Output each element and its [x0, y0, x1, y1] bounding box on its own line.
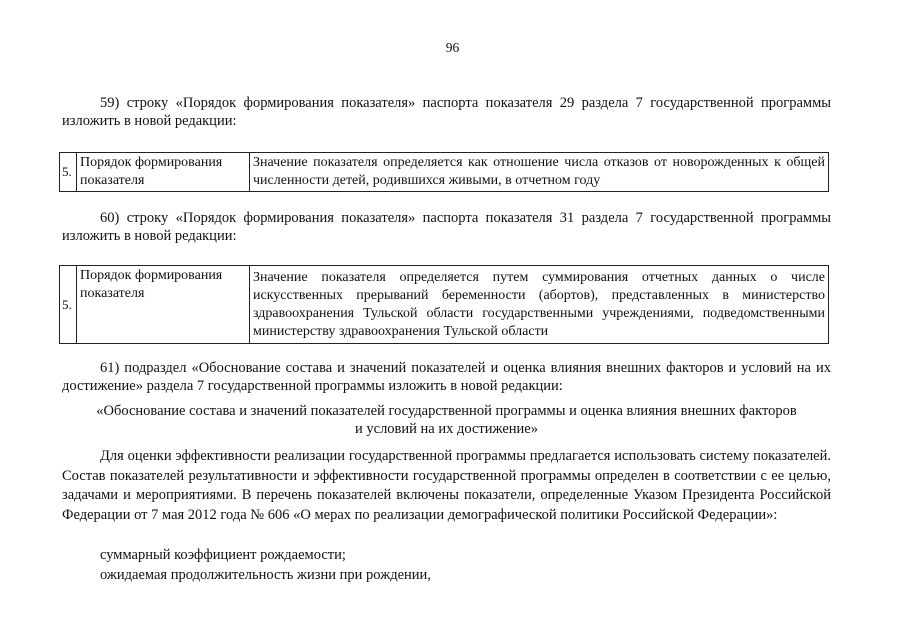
body-paragraph: Для оценки эффективности реализации государственной программы предлагается использовать систему показателей. Состав показателей результативности и эффективности государственной программы определен в соответствии с ее целью, задачами и мероприятиями. В перечень показателей включены показатели, определенные Указом Президента Российской Федерации от 7 мая 2012 года № 606 «О мерах по реализации демографической политики Российской Федерации»: — [62, 448, 831, 523]
list-item: суммарный коэффициент рождаемости; — [100, 547, 346, 563]
row-value: Значение показателя определяется путем суммирования отчетных данных о числе искусственных прерываний беременности (абортов), представленных в министерство здравоохранения Тульской области государственными учреждениями, подведомственными министерству здравоохранения Тульской области — [250, 266, 829, 344]
table-item-59 — [59, 152, 829, 192]
row-number: 5. — [60, 266, 77, 344]
row-value: Значение показателя определяется как отношение числа отказов от новорожденных к общей численности детей, родившихся живыми, в отчетном году — [250, 153, 829, 192]
item-61-paragraph: 61) подраздел «Обоснование состава и значений показателей и оценка влияния внешних факторов и условий на их достижение» раздела 7 государственной программы изложить в новой редакции: — [62, 360, 831, 394]
row-label: Порядок формирования показателя — [77, 266, 250, 344]
item-60-paragraph: 60) строку «Порядок формирования показателя» паспорта показателя 31 раздела 7 государственной программы изложить в новой редакции: — [62, 210, 831, 244]
table-item-60 — [59, 265, 829, 344]
page-number: 96 — [445, 40, 460, 55]
section-heading-line-1: «Обоснование состава и значений показателей государственной программы и оценка влияния внешних факторов — [96, 403, 797, 419]
table-row — [60, 266, 829, 344]
row-number: 5. — [60, 153, 77, 192]
table-row — [60, 153, 829, 192]
row-label: Порядок формирования показателя — [77, 153, 250, 192]
section-heading-line-2: и условий на их достижение» — [355, 421, 538, 437]
list-item: ожидаемая продолжительность жизни при рождении, — [100, 567, 431, 583]
item-59-paragraph: 59) строку «Порядок формирования показателя» паспорта показателя 29 раздела 7 государственной программы изложить в новой редакции: — [62, 95, 831, 129]
